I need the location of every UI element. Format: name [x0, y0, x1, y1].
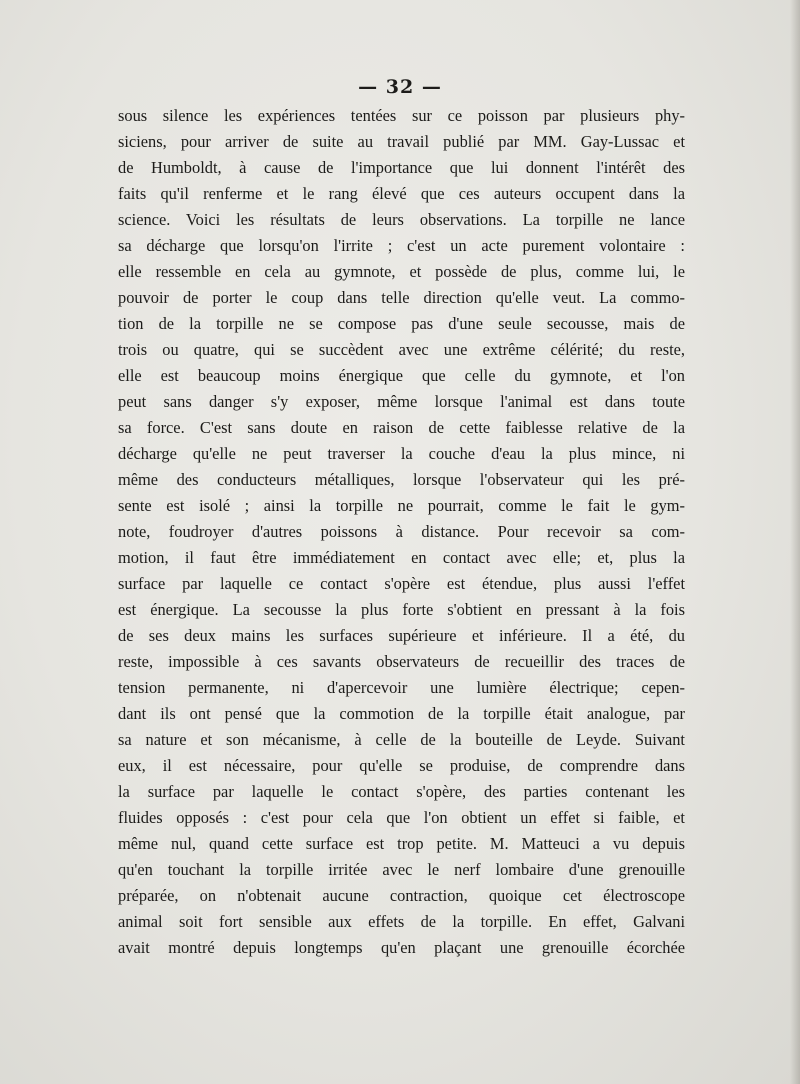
text-line: sente est isolé ; ainsi la torpille ne pourrait, comme le fait le gym- [118, 496, 685, 515]
text-line: elle est beaucoup moins énergique que celle du gymnote, et l'on [118, 366, 685, 385]
text-line: eux, il est nécessaire, pour qu'elle se produise, de comprendre dans [118, 756, 685, 775]
page-number: — 32 — [358, 76, 442, 98]
text-line: sa décharge que lorsqu'on l'irrite ; c'est un acte purement volontaire : [118, 236, 685, 255]
text-line: tion de la torpille ne se compose pas d'une seule secousse, mais de [118, 314, 685, 333]
text-line: même des conducteurs métalliques, lorsque l'observateur qui les pré- [118, 470, 685, 489]
text-line: science. Voici les résultats de leurs observations. La torpille ne lance [118, 210, 685, 229]
text-line: décharge qu'elle ne peut traverser la couche d'eau la plus mince, ni [118, 444, 685, 463]
text-line: préparée, on n'obtenait aucune contraction, quoique cet électroscope [118, 886, 685, 905]
text-line: fluides opposés : c'est pour cela que l'on obtient un effet si faible, et [118, 808, 685, 827]
text-line: motion, il faut être immédiatement en contact avec elle; et, plus la [118, 548, 685, 567]
body-text [118, 103, 685, 961]
text-line: peut sans danger s'y exposer, même lorsque l'animal est dans toute [118, 392, 685, 411]
text-line: elle ressemble en cela au gymnote, et possède de plus, comme lui, le [118, 262, 685, 281]
page-edge-shadow [790, 0, 800, 1084]
text-line: reste, impossible à ces savants observateurs de recueillir des traces de [118, 652, 685, 671]
text-line: dant ils ont pensé que la commotion de la torpille était analogue, par [118, 704, 685, 723]
text-line: qu'en touchant la torpille irritée avec le nerf lombaire d'une grenouille [118, 860, 685, 879]
text-line: faits qu'il renferme et le rang élevé que ces auteurs occupent dans la [118, 184, 685, 203]
text-line: trois ou quatre, qui se succèdent avec une extrême célérité; du reste, [118, 340, 685, 359]
text-line: siciens, pour arriver de suite au travail publié par MM. Gay-Lussac et [118, 132, 685, 151]
text-line: est énergique. La secousse la plus forte s'obtient en pressant à la fois [118, 600, 685, 619]
text-line: pouvoir de porter le coup dans telle direction qu'elle veut. La commo- [118, 288, 685, 307]
text-line: la surface par laquelle le contact s'opère, des parties contenant les [118, 782, 685, 801]
text-line: note, foudroyer d'autres poissons à distance. Pour recevoir sa com- [118, 522, 685, 541]
text-line: sa nature et son mécanisme, à celle de la bouteille de Leyde. Suivant [118, 730, 685, 749]
text-line: tension permanente, ni d'apercevoir une lumière électrique; cepen- [118, 678, 685, 697]
text-line: sa force. C'est sans doute en raison de cette faiblesse relative de la [118, 418, 685, 437]
text-line: de ses deux mains les surfaces supérieure et inférieure. Il a été, du [118, 626, 685, 645]
text-line: de Humboldt, à cause de l'importance que lui donnent l'intérêt des [118, 158, 685, 177]
text-line: avait montré depuis longtemps qu'en plaçant une grenouille écorchée [118, 938, 685, 957]
text-line: animal soit fort sensible aux effets de la torpille. En effet, Galvani [118, 912, 685, 931]
text-line: même nul, quand cette surface est trop petite. M. Matteuci a vu depuis [118, 834, 685, 853]
text-line: sous silence les expériences tentées sur ce poisson par plusieurs phy- [118, 106, 685, 125]
text-line: surface par laquelle ce contact s'opère est étendue, plus aussi l'effet [118, 574, 685, 593]
